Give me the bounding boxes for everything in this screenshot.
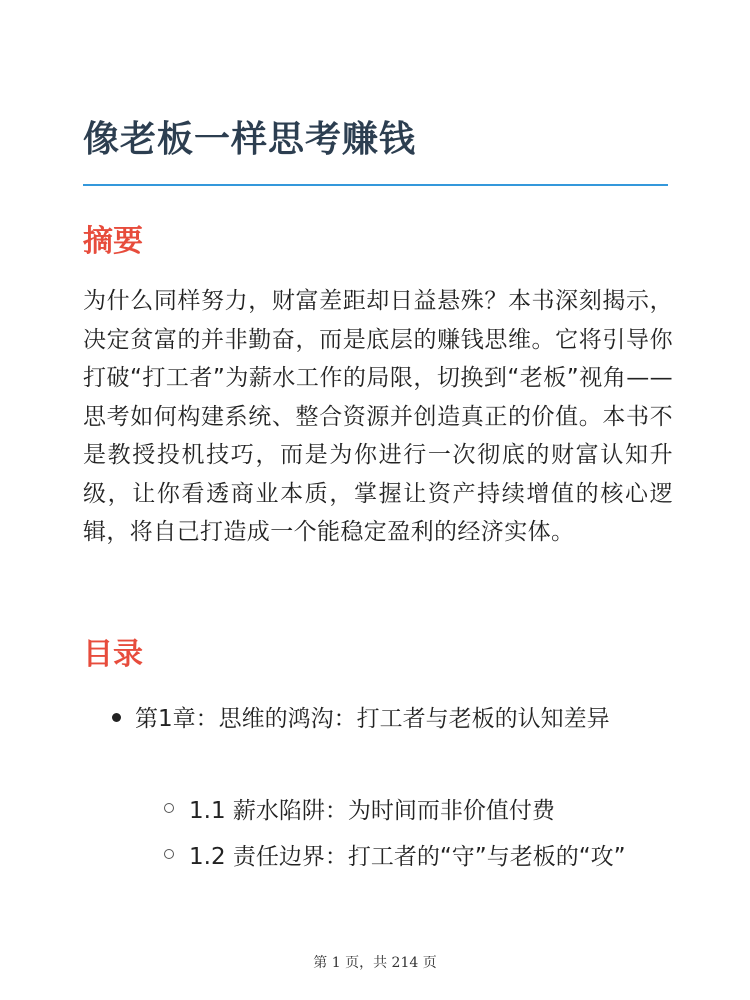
toc-heading: 目录 xyxy=(83,637,143,672)
toc-section-1-2[interactable]: 1.2 责任边界：打工者的“守”与老板的“攻” xyxy=(189,844,626,870)
bullet-circle-icon xyxy=(164,849,174,859)
toc-section-1-1[interactable]: 1.1 薪水陷阱：为时间而非价值付费 xyxy=(189,798,555,824)
toc-chapter-1[interactable]: 第1章：思维的鸿沟：打工者与老板的认知差异 xyxy=(135,706,610,732)
book-title: 像老板一样思考赚钱 xyxy=(83,119,417,160)
summary-heading: 摘要 xyxy=(83,224,143,259)
page-number-footer: 第 1 页，共 214 页 xyxy=(313,955,437,971)
summary-paragraph: 为什么同样努力，财富差距却日益悬殊？本书深刻揭示，决定贫富的并非勤奋，而是底层的赚钱思维。它将引导你打破“打工者”为薪水工作的局限，切换到“老板”视角——思考如何构建系统、整合资源并创造真正的价值。本书不是教授投机技巧，而是为你进行一次彻底的财富认知升级，让你看透商业本质，掌握让资产持续增值的核心逻辑，将自己打造成一个能稳定盈利的经济实体。 xyxy=(83,288,673,545)
bullet-disc-icon xyxy=(112,713,121,722)
bullet-circle-icon xyxy=(164,803,174,813)
